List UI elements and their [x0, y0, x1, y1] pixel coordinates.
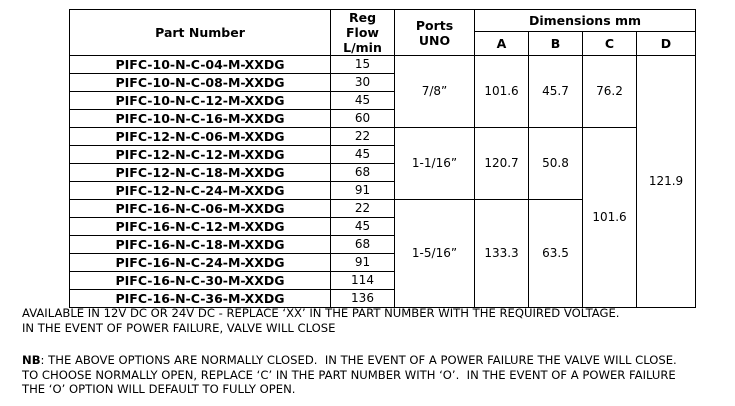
part-number-cell: PIFC-16-N-C-30-M-XXDG [70, 272, 331, 290]
part-number-cell: PIFC-10-N-C-12-M-XXDG [70, 92, 331, 110]
reg-flow-cell: 45 [331, 146, 395, 164]
reg-flow-cell: 30 [331, 74, 395, 92]
ports-cell: 1-5/16” [395, 200, 475, 308]
part-number-cell: PIFC-12-N-C-18-M-XXDG [70, 164, 331, 182]
reg-flow-cell: 68 [331, 164, 395, 182]
part-number-cell: PIFC-10-N-C-16-M-XXDG [70, 110, 331, 128]
table-row [70, 128, 696, 146]
reg-flow-cell: 15 [331, 56, 395, 74]
part-number-cell: PIFC-12-N-C-24-M-XXDG [70, 182, 331, 200]
part-number-cell: PIFC-12-N-C-12-M-XXDG [70, 146, 331, 164]
reg-flow-cell: 91 [331, 254, 395, 272]
header-dim-d: D [637, 31, 696, 55]
header-reg-flow: Reg Flow L/min [331, 10, 395, 56]
spec-table [69, 9, 696, 308]
header-ports: Ports UNO [395, 10, 475, 56]
reg-flow-cell: 45 [331, 218, 395, 236]
part-number-cell: PIFC-10-N-C-08-M-XXDG [70, 74, 331, 92]
dim-b-cell: 63.5 [529, 200, 583, 308]
part-number-cell: PIFC-16-N-C-36-M-XXDG [70, 290, 331, 308]
header-dimensions: Dimensions mm [475, 10, 696, 32]
reg-flow-cell: 68 [331, 236, 395, 254]
ports-cell: 7/8” [395, 56, 475, 128]
table-row [70, 56, 696, 74]
part-number-cell: PIFC-12-N-C-06-M-XXDG [70, 128, 331, 146]
part-number-cell: PIFC-16-N-C-18-M-XXDG [70, 236, 331, 254]
header-dim-b: B [529, 31, 583, 55]
nb-note-line-3: THE ‘O’ OPTION WILL DEFAULT TO FULLY OPEN. [22, 382, 296, 396]
nb-note-line-2: TO CHOOSE NORMALLY OPEN, REPLACE ‘C’ IN THE PART NUMBER WITH ‘O’. IN THE EVENT OF A POWER FAILURE [22, 367, 676, 382]
voltage-note-line-1: AVAILABLE IN 12V DC OR 24V DC - REPLACE ‘XX’ IN THE PART NUMBER WITH THE REQUIRED VOLTAGE. [22, 306, 620, 320]
reg-flow-cell: 60 [331, 110, 395, 128]
header-dim-c: C [583, 31, 637, 55]
voltage-note [22, 306, 619, 335]
ports-cell: 1-1/16” [395, 128, 475, 200]
part-number-cell: PIFC-16-N-C-12-M-XXDG [70, 218, 331, 236]
reg-flow-cell: 22 [331, 200, 395, 218]
header-dim-a: A [475, 31, 529, 55]
dim-d-cell: 121.9 [637, 56, 696, 308]
part-number-cell: PIFC-16-N-C-06-M-XXDG [70, 200, 331, 218]
reg-flow-cell: 91 [331, 182, 395, 200]
dim-a-cell: 120.7 [475, 128, 529, 200]
part-number-cell: PIFC-16-N-C-24-M-XXDG [70, 254, 331, 272]
reg-flow-cell: 136 [331, 290, 395, 308]
dim-c-cell: 101.6 [583, 128, 637, 308]
nb-label: NB [22, 353, 41, 367]
dim-b-cell: 50.8 [529, 128, 583, 200]
nb-note-line-1: : THE ABOVE OPTIONS ARE NORMALLY CLOSED. IN THE EVENT OF A POWER FAILURE THE VALVE WILL CLOSE. [40, 353, 677, 367]
dim-c-cell: 76.2 [583, 56, 637, 128]
reg-flow-cell: 22 [331, 128, 395, 146]
reg-flow-cell: 45 [331, 92, 395, 110]
dim-b-cell: 45.7 [529, 56, 583, 128]
dim-a-cell: 133.3 [475, 200, 529, 308]
nb-note [22, 353, 677, 397]
header-part-number: Part Number [70, 10, 331, 56]
reg-flow-cell: 114 [331, 272, 395, 290]
voltage-note-line-2: IN THE EVENT OF POWER FAILURE, VALVE WILL CLOSE [22, 320, 336, 335]
part-number-cell: PIFC-10-N-C-04-M-XXDG [70, 56, 331, 74]
dim-a-cell: 101.6 [475, 56, 529, 128]
